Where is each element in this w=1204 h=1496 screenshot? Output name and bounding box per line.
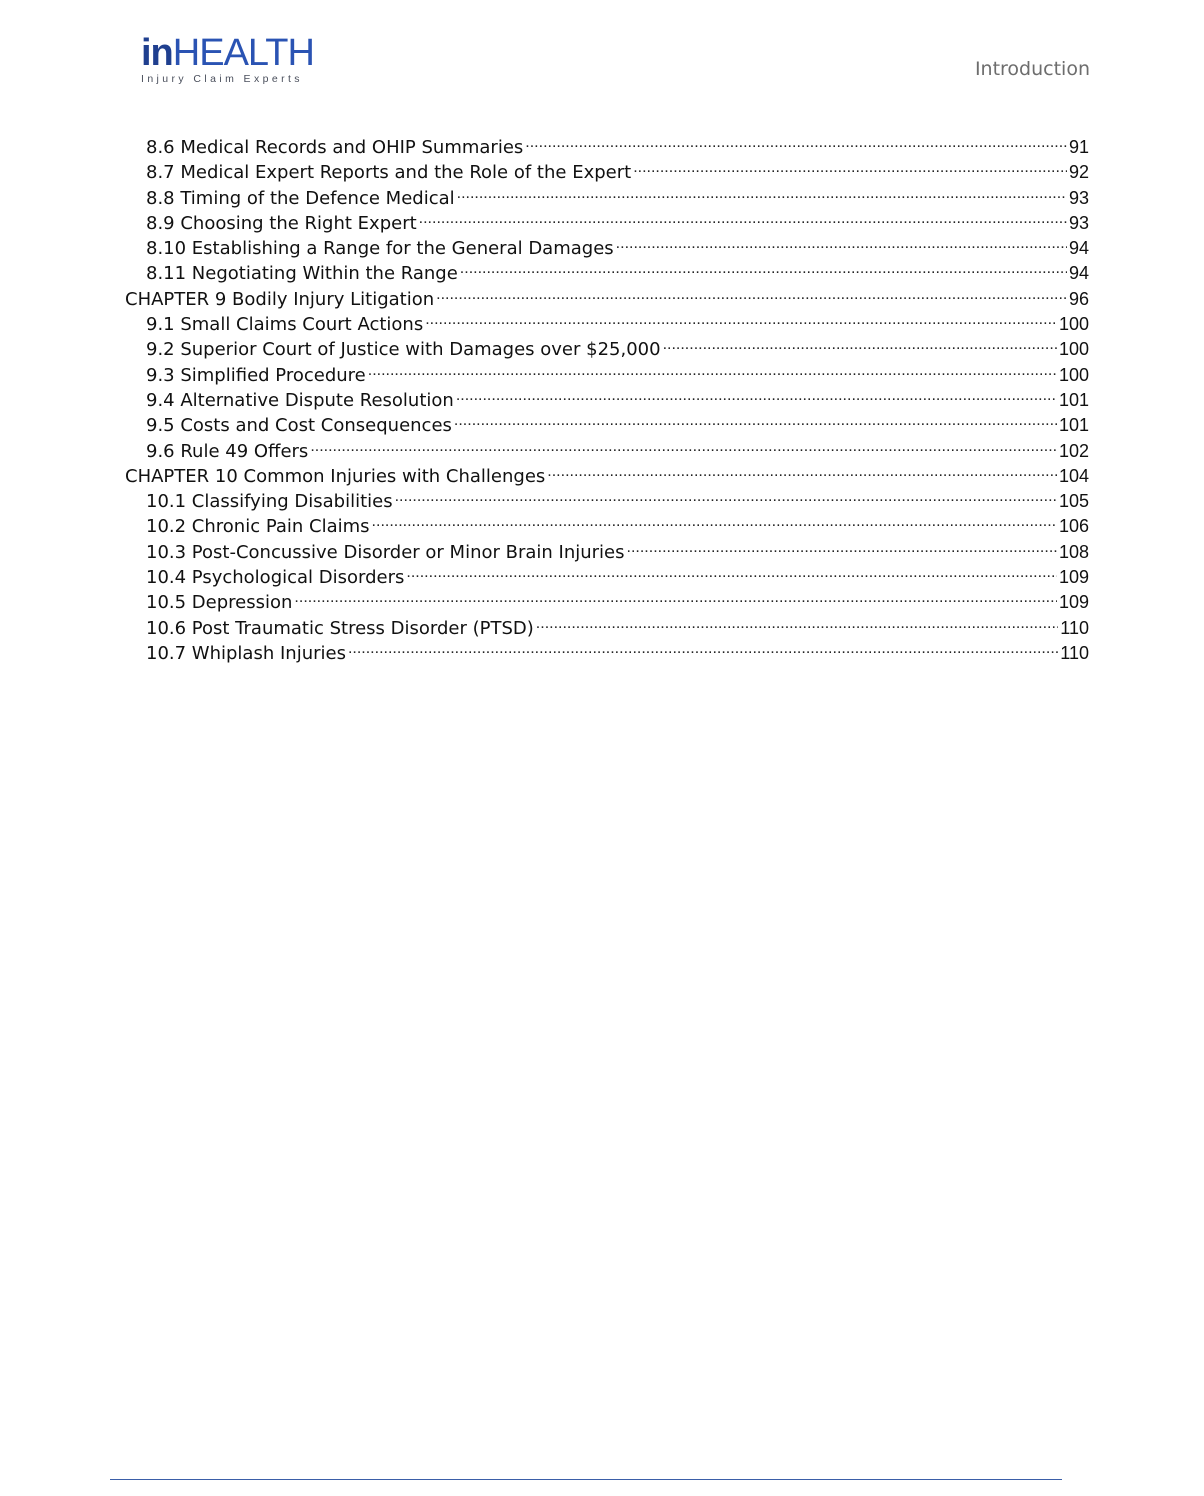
toc-section-entry[interactable] bbox=[125, 437, 1089, 462]
toc-page-number: 104 bbox=[1058, 465, 1089, 486]
toc-entry-title: 9.4 Alternative Dispute Resolution bbox=[146, 389, 454, 411]
toc-page-number: 100 bbox=[1058, 339, 1089, 360]
toc-section-entry[interactable] bbox=[125, 639, 1089, 664]
toc-dot-leader bbox=[633, 158, 1067, 178]
toc-dot-leader bbox=[536, 614, 1059, 634]
toc-chapter-entry[interactable] bbox=[125, 285, 1089, 310]
toc-section-entry[interactable] bbox=[125, 588, 1089, 613]
toc-entry-title: 8.10 Establishing a Range for the General Damages bbox=[146, 238, 614, 260]
toc-entry-title: 9.1 Small Claims Court Actions bbox=[146, 314, 424, 336]
table-of-contents bbox=[125, 133, 1089, 664]
toc-dot-leader bbox=[454, 411, 1057, 431]
toc-page-number: 101 bbox=[1058, 389, 1089, 410]
toc-section-entry[interactable] bbox=[125, 411, 1089, 436]
logo-health-text: HEALTH bbox=[172, 32, 314, 74]
toc-page-number: 92 bbox=[1068, 162, 1089, 183]
toc-dot-leader bbox=[419, 209, 1067, 229]
toc-page-number: 94 bbox=[1068, 238, 1089, 259]
toc-page-number: 109 bbox=[1058, 592, 1089, 613]
toc-entry-title: 9.3 Simplified Procedure bbox=[146, 364, 366, 386]
toc-section-entry[interactable] bbox=[125, 158, 1089, 183]
toc-section-entry[interactable] bbox=[125, 310, 1089, 335]
toc-entry-title: 8.11 Negotiating Within the Range bbox=[146, 263, 458, 285]
toc-dot-leader bbox=[406, 563, 1057, 583]
toc-dot-leader bbox=[368, 361, 1057, 381]
toc-entry-title: 10.5 Depression bbox=[146, 592, 293, 614]
toc-dot-leader bbox=[627, 538, 1057, 558]
toc-page-number: 109 bbox=[1058, 567, 1089, 588]
toc-entry-title: 8.8 Timing of the Defence Medical bbox=[146, 187, 455, 209]
toc-entry-title: 8.6 Medical Records and OHIP Summaries bbox=[146, 137, 524, 158]
toc-entry-title: 8.7 Medical Expert Reports and the Role of the Expert bbox=[146, 162, 632, 184]
logo-in-text: in bbox=[141, 32, 173, 74]
toc-section-entry[interactable] bbox=[125, 234, 1089, 259]
toc-chapter-entry[interactable] bbox=[125, 462, 1089, 487]
logo-wordmark bbox=[141, 34, 321, 72]
toc-dot-leader bbox=[547, 462, 1057, 482]
toc-section-entry[interactable] bbox=[125, 538, 1089, 563]
toc-section-entry[interactable] bbox=[125, 259, 1089, 284]
toc-entry-title: 10.7 Whiplash Injuries bbox=[146, 642, 346, 664]
toc-entry-title: CHAPTER 9 Bodily Injury Litigation bbox=[125, 288, 435, 310]
toc-page-number: 102 bbox=[1058, 440, 1089, 461]
toc-page-number: 100 bbox=[1058, 364, 1089, 385]
footer-divider bbox=[110, 1479, 1062, 1480]
toc-section-entry[interactable] bbox=[125, 184, 1089, 209]
toc-page-number: 110 bbox=[1060, 617, 1089, 638]
toc-dot-leader bbox=[525, 133, 1067, 153]
toc-entry-title: 9.6 Rule 49 Offers bbox=[146, 440, 309, 462]
toc-page-number: 100 bbox=[1058, 314, 1089, 335]
toc-entry-title: 10.2 Chronic Pain Claims bbox=[146, 516, 370, 538]
toc-page-number: 110 bbox=[1060, 642, 1089, 663]
toc-page-number: 105 bbox=[1058, 491, 1089, 512]
toc-section-entry[interactable] bbox=[125, 614, 1089, 639]
toc-dot-leader bbox=[425, 310, 1057, 330]
toc-dot-leader bbox=[395, 487, 1057, 507]
toc-page-number: 93 bbox=[1068, 212, 1089, 233]
toc-entry-title: 10.1 Classifying Disabilities bbox=[146, 491, 393, 513]
toc-dot-leader bbox=[310, 437, 1057, 457]
toc-entry-title: 8.9 Choosing the Right Expert bbox=[146, 212, 417, 234]
toc-entry-title: 9.5 Costs and Cost Consequences bbox=[146, 415, 452, 437]
toc-section-entry[interactable] bbox=[125, 487, 1089, 512]
toc-page-number: 93 bbox=[1068, 187, 1089, 208]
toc-dot-leader bbox=[460, 259, 1067, 279]
toc-section-entry[interactable] bbox=[125, 361, 1089, 386]
toc-page-number: 106 bbox=[1058, 516, 1089, 537]
toc-page-number: 91 bbox=[1068, 137, 1089, 157]
toc-entry-title: 10.4 Psychological Disorders bbox=[146, 567, 405, 589]
toc-entry-title: 9.2 Superior Court of Justice with Damages over $25,000 bbox=[146, 339, 661, 361]
toc-dot-leader bbox=[436, 285, 1067, 305]
toc-dot-leader bbox=[456, 386, 1057, 406]
toc-page-number: 101 bbox=[1058, 415, 1089, 436]
toc-page-number: 108 bbox=[1058, 541, 1089, 562]
toc-entry-title: 10.6 Post Traumatic Stress Disorder (PTSD) bbox=[146, 617, 534, 639]
toc-dot-leader bbox=[616, 234, 1067, 254]
toc-entry-title: CHAPTER 10 Common Injuries with Challenges bbox=[125, 465, 546, 487]
toc-page-number: 96 bbox=[1068, 288, 1089, 309]
toc-page-number: 94 bbox=[1068, 263, 1089, 284]
toc-section-entry[interactable] bbox=[125, 386, 1089, 411]
toc-dot-leader bbox=[663, 335, 1057, 355]
logo-tagline: Injury Claim Experts bbox=[141, 73, 303, 85]
inhealth-logo bbox=[141, 34, 321, 85]
toc-dot-leader bbox=[457, 184, 1067, 204]
toc-section-entry[interactable] bbox=[125, 209, 1089, 234]
toc-dot-leader bbox=[294, 588, 1057, 608]
toc-section-entry[interactable] bbox=[125, 335, 1089, 360]
toc-dot-leader bbox=[372, 512, 1057, 532]
toc-section-entry[interactable] bbox=[125, 563, 1089, 588]
toc-section-entry[interactable] bbox=[125, 512, 1089, 537]
section-title: Introduction bbox=[974, 58, 1090, 80]
toc-dot-leader bbox=[348, 639, 1058, 659]
toc-section-entry[interactable] bbox=[125, 133, 1089, 158]
toc-entry-title: 10.3 Post-Concussive Disorder or Minor Brain Injuries bbox=[146, 541, 625, 563]
